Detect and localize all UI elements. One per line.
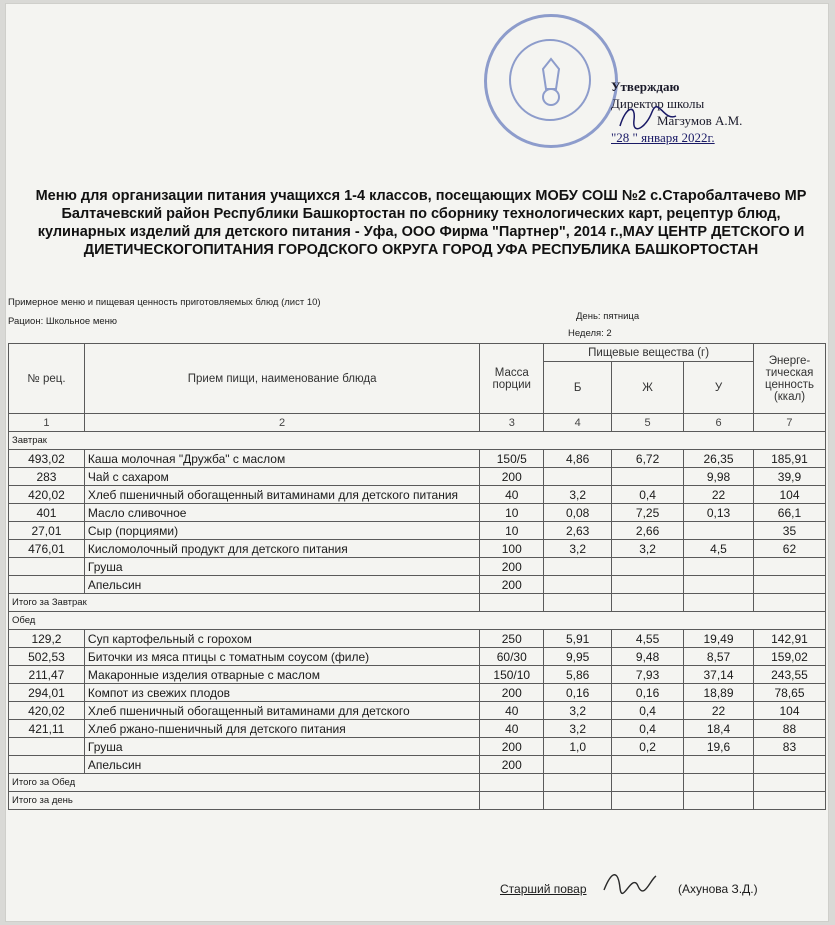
energy-value: 78,65 [753, 684, 825, 702]
rec-number [9, 558, 85, 576]
rec-number: 493,02 [9, 450, 85, 468]
portion-mass: 10 [480, 522, 544, 540]
portion-mass: 150/5 [480, 450, 544, 468]
dish-name: Компот из свежих плодов [84, 684, 479, 702]
col-number: 1 [9, 414, 85, 432]
total-cell [753, 594, 825, 612]
protein-value: 5,91 [544, 630, 612, 648]
protein-value: 3,2 [544, 540, 612, 558]
week-label: Неделя: [568, 328, 604, 339]
fat-value [612, 756, 684, 774]
dish-name: Чай с сахаром [84, 468, 479, 486]
dish-name: Хлеб ржано-пшеничный для детского питания [84, 720, 479, 738]
energy-value: 159,02 [753, 648, 825, 666]
fat-value [612, 576, 684, 594]
subtitle: Примерное меню и пищевая ценность приготовляемых блюд (лист 10) [8, 297, 321, 308]
dish-name: Биточки из мяса птицы с томатным соусом (филе) [84, 648, 479, 666]
section-row [9, 612, 826, 630]
rec-number: 420,02 [9, 486, 85, 504]
table-row [9, 702, 826, 720]
total-cell [480, 774, 544, 792]
table-row [9, 540, 826, 558]
portion-mass: 200 [480, 738, 544, 756]
table-row [9, 522, 826, 540]
carb-value [684, 558, 754, 576]
protein-value: 2,63 [544, 522, 612, 540]
total-cell [753, 792, 825, 810]
dish-name: Сыр (порциями) [84, 522, 479, 540]
day-info [576, 311, 639, 322]
day-value: пятница [603, 311, 640, 322]
carb-value: 22 [684, 702, 754, 720]
table-row [9, 468, 826, 486]
dish-name: Груша [84, 558, 479, 576]
protein-value [544, 756, 612, 774]
carb-value: 22 [684, 486, 754, 504]
portion-mass: 200 [480, 684, 544, 702]
protein-value: 3,2 [544, 486, 612, 504]
col-number: 5 [612, 414, 684, 432]
total-cell [612, 792, 684, 810]
portion-mass: 200 [480, 558, 544, 576]
carb-value: 19,6 [684, 738, 754, 756]
table-row [9, 576, 826, 594]
fat-value: 6,72 [612, 450, 684, 468]
col-number: 7 [753, 414, 825, 432]
carb-value: 4,5 [684, 540, 754, 558]
rec-number: 129,2 [9, 630, 85, 648]
header-zh: Ж [612, 362, 684, 414]
week-info [568, 328, 612, 339]
menu-table [8, 343, 826, 810]
header-u: У [684, 362, 754, 414]
carb-value: 9,98 [684, 468, 754, 486]
protein-value [544, 558, 612, 576]
approval-position: Директор школы [611, 96, 705, 111]
dish-name: Апельсин [84, 756, 479, 774]
table-row [9, 504, 826, 522]
fat-value [612, 468, 684, 486]
carb-value: 18,4 [684, 720, 754, 738]
header-mass: Масса порции [480, 344, 544, 414]
chef-role: Старший повар [500, 882, 587, 896]
portion-mass: 200 [480, 468, 544, 486]
rec-number: 401 [9, 504, 85, 522]
protein-value: 5,86 [544, 666, 612, 684]
portion-mass: 60/30 [480, 648, 544, 666]
total-cell [544, 792, 612, 810]
total-cell [684, 774, 754, 792]
total-cell [753, 774, 825, 792]
fat-value: 7,25 [612, 504, 684, 522]
section-label: Обед [9, 612, 826, 630]
stamp-emblem-icon [487, 17, 615, 145]
fat-value: 0,4 [612, 486, 684, 504]
dish-name: Суп картофельный с горохом [84, 630, 479, 648]
carb-value: 26,35 [684, 450, 754, 468]
header-meal: Прием пищи, наименование блюда [84, 344, 479, 414]
section-total-label: Итого за Обед [9, 774, 480, 792]
carb-value: 19,49 [684, 630, 754, 648]
portion-mass: 40 [480, 702, 544, 720]
portion-mass: 40 [480, 720, 544, 738]
rec-number [9, 756, 85, 774]
day-label: День: [576, 311, 601, 322]
energy-value: 142,91 [753, 630, 825, 648]
rec-number: 476,01 [9, 540, 85, 558]
energy-value [753, 756, 825, 774]
table-row [9, 558, 826, 576]
carb-value: 37,14 [684, 666, 754, 684]
official-stamp [484, 14, 618, 148]
protein-value [544, 576, 612, 594]
total-cell [480, 792, 544, 810]
fat-value: 4,55 [612, 630, 684, 648]
col-number: 6 [684, 414, 754, 432]
footer-signature [500, 882, 758, 896]
rec-number: 283 [9, 468, 85, 486]
header-b: Б [544, 362, 612, 414]
portion-mass: 250 [480, 630, 544, 648]
header-rec-no: № рец. [9, 344, 85, 414]
table-row [9, 720, 826, 738]
table-row [9, 666, 826, 684]
fat-value: 0,4 [612, 702, 684, 720]
fat-value: 0,2 [612, 738, 684, 756]
rec-number: 27,01 [9, 522, 85, 540]
col-number: 3 [480, 414, 544, 432]
table-row [9, 486, 826, 504]
carb-value: 18,89 [684, 684, 754, 702]
document-sheet [6, 4, 828, 921]
energy-value: 66,1 [753, 504, 825, 522]
protein-value: 9,95 [544, 648, 612, 666]
section-total-label: Итого за Завтрак [9, 594, 480, 612]
portion-mass: 150/10 [480, 666, 544, 684]
total-row [9, 774, 826, 792]
dish-name: Хлеб пшеничный обогащенный витаминами для детского [84, 702, 479, 720]
fat-value: 7,93 [612, 666, 684, 684]
total-cell [684, 594, 754, 612]
approval-title: Утверждаю [611, 79, 680, 94]
col-number: 2 [84, 414, 479, 432]
energy-value: 104 [753, 486, 825, 504]
protein-value: 3,2 [544, 720, 612, 738]
approval-name: Магзумов А.М. [657, 113, 743, 128]
portion-mass: 40 [480, 486, 544, 504]
dish-name: Хлеб пшеничный обогащенный витаминами для детского питания [84, 486, 479, 504]
total-cell [684, 792, 754, 810]
fat-value: 0,4 [612, 720, 684, 738]
ration: Рацион: Школьное меню [8, 316, 118, 327]
col-number: 4 [544, 414, 612, 432]
day-total-label: Итого за день [9, 792, 480, 810]
fat-value: 0,16 [612, 684, 684, 702]
rec-number: 420,02 [9, 702, 85, 720]
energy-value: 39,9 [753, 468, 825, 486]
portion-mass: 200 [480, 756, 544, 774]
rec-number: 294,01 [9, 684, 85, 702]
table-row [9, 450, 826, 468]
section-label: Завтрак [9, 432, 826, 450]
portion-mass: 100 [480, 540, 544, 558]
fat-value [612, 558, 684, 576]
fat-value: 9,48 [612, 648, 684, 666]
header-nutrients: Пищевые вещества (г) [544, 344, 754, 362]
week-value: 2 [606, 328, 612, 339]
protein-value [544, 468, 612, 486]
table-row [9, 738, 826, 756]
table-row [9, 630, 826, 648]
total-cell [612, 594, 684, 612]
protein-value: 0,16 [544, 684, 612, 702]
rec-number: 502,53 [9, 648, 85, 666]
day-total-row [9, 792, 826, 810]
portion-mass: 200 [480, 576, 544, 594]
energy-value: 62 [753, 540, 825, 558]
rec-number: 421,11 [9, 720, 85, 738]
protein-value: 1,0 [544, 738, 612, 756]
dish-name: Масло сливочное [84, 504, 479, 522]
dish-name: Кисломолочный продукт для детского питания [84, 540, 479, 558]
energy-value: 104 [753, 702, 825, 720]
carb-value [684, 756, 754, 774]
energy-value: 35 [753, 522, 825, 540]
section-row [9, 432, 826, 450]
fat-value: 2,66 [612, 522, 684, 540]
fat-value: 3,2 [612, 540, 684, 558]
chef-name: (Ахунова З.Д.) [678, 882, 758, 896]
carb-value: 8,57 [684, 648, 754, 666]
table-row [9, 648, 826, 666]
dish-name: Апельсин [84, 576, 479, 594]
energy-value: 185,91 [753, 450, 825, 468]
protein-value: 0,08 [544, 504, 612, 522]
total-cell [544, 594, 612, 612]
dish-name: Макаронные изделия отварные с маслом [84, 666, 479, 684]
approval-date: "28 " января 2022г. [611, 130, 715, 145]
rec-number [9, 576, 85, 594]
rec-number: 211,47 [9, 666, 85, 684]
header-energy: Энерге-тическая ценность (ккал) [753, 344, 825, 414]
table-row [9, 756, 826, 774]
director-signature [616, 98, 686, 138]
chef-signature [600, 866, 660, 896]
table-row [9, 684, 826, 702]
carb-value: 0,13 [684, 504, 754, 522]
energy-value: 83 [753, 738, 825, 756]
protein-value: 4,86 [544, 450, 612, 468]
dish-name: Груша [84, 738, 479, 756]
menu-body [9, 432, 826, 810]
carb-value [684, 522, 754, 540]
total-row [9, 594, 826, 612]
energy-value: 88 [753, 720, 825, 738]
rec-number [9, 738, 85, 756]
energy-value [753, 576, 825, 594]
dish-name: Каша молочная "Дружба" с маслом [84, 450, 479, 468]
carb-value [684, 576, 754, 594]
total-cell [480, 594, 544, 612]
energy-value: 243,55 [753, 666, 825, 684]
protein-value: 3,2 [544, 702, 612, 720]
total-cell [544, 774, 612, 792]
total-cell [612, 774, 684, 792]
energy-value [753, 558, 825, 576]
portion-mass: 10 [480, 504, 544, 522]
document-title: Меню для организации питания учащихся 1-4 классов, посещающих МОБУ СОШ №2 с.Старобалтачево МР Балтачевский район Республики Башкортостан по сборнику технологических карт, рецептур блюд, кулинарных изделий для детского питания - Уфа, ООО Фирма "Партнер", 2014 г.,МАУ ЦЕНТР ДЕТСКОГО И ДИЕТИЧЕСКОГОПИТАНИЯ ГОРОДСКОГО ОКРУГА ГОРОД УФА РЕСПУБЛИКА БАШКОРТОСТАН [35, 188, 807, 258]
